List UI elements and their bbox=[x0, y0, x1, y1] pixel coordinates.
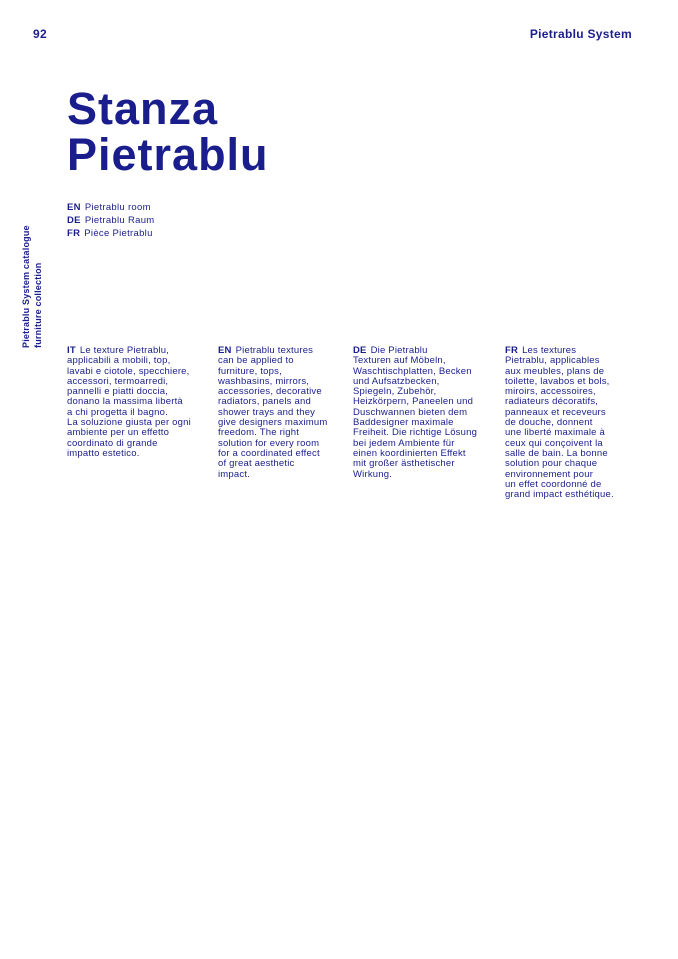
column-text: of great aesthetic bbox=[218, 458, 295, 470]
language-code: EN bbox=[67, 202, 81, 213]
column-text: shower trays and they bbox=[218, 406, 316, 418]
column-text: washbasins, mirrors, bbox=[218, 375, 310, 387]
page-number: 92 bbox=[33, 27, 47, 41]
column-text: freedom. The right bbox=[218, 427, 300, 439]
translation-row bbox=[67, 227, 155, 240]
column-text: aux meubles, plans de bbox=[505, 365, 605, 377]
title-translations bbox=[67, 201, 155, 240]
column-text: Pietrablu, applicables bbox=[505, 355, 600, 367]
column-text: accessories, decorative bbox=[218, 386, 322, 398]
column-text: Pietrablu textures bbox=[235, 345, 314, 356]
language-code: IT bbox=[67, 345, 76, 356]
column-text: Waschtischplatten, Becken bbox=[353, 365, 472, 377]
section-title: Pietrablu System bbox=[529, 27, 632, 41]
sidebar-caption-line: Pietrablu System catalogue bbox=[21, 225, 31, 348]
column-text: Wirkung. bbox=[353, 468, 393, 480]
column-text: Spiegeln, Zubehör, bbox=[353, 386, 437, 398]
column-text: einen koordinierten Effekt bbox=[353, 447, 466, 459]
translation-text: Pièce Pietrablu bbox=[84, 228, 153, 239]
language-code: FR bbox=[505, 345, 519, 356]
column-text: salle de bain. La bonne bbox=[505, 447, 608, 459]
column-text: coordinato di grande bbox=[67, 437, 158, 449]
column-text: bei jedem Ambiente für bbox=[353, 437, 455, 449]
column-text: impact. bbox=[218, 468, 251, 480]
language-code: DE bbox=[353, 345, 367, 356]
column-text: Heizkörpern, Paneelen und bbox=[353, 396, 474, 408]
column-line bbox=[67, 449, 212, 459]
column-text: Freiheit. Die richtige Lösung bbox=[353, 427, 478, 439]
column-text: Duschwannen bieten dem bbox=[353, 406, 468, 418]
column-text: solution pour chaque bbox=[505, 458, 598, 470]
column-text: mit großer ästhetischer bbox=[353, 458, 455, 470]
column-line bbox=[505, 490, 635, 500]
language-code: FR bbox=[67, 228, 81, 239]
page-title-line: Stanza bbox=[67, 83, 219, 134]
column-text: Die Pietrablu bbox=[370, 345, 428, 356]
column-text: donano la massima libertà bbox=[67, 396, 183, 408]
column-text: Le texture Pietrablu, bbox=[79, 345, 170, 356]
column-text: grand impact esthétique. bbox=[505, 489, 614, 501]
page-title-line: Pietrablu bbox=[67, 129, 269, 180]
text-column-fr bbox=[505, 346, 635, 500]
column-text: une liberté maximale à bbox=[505, 427, 605, 439]
translation-text: Pietrablu room bbox=[84, 202, 151, 213]
sidebar-caption bbox=[20, 188, 44, 348]
column-text: miroirs, accessoires, bbox=[505, 386, 596, 398]
column-text: ambiente per un effetto bbox=[67, 427, 170, 439]
column-text: furniture, tops, bbox=[218, 365, 282, 377]
page-title bbox=[67, 83, 269, 180]
translation-text: Pietrablu Raum bbox=[84, 215, 155, 226]
column-text: radiators, panels and bbox=[218, 396, 311, 408]
column-text: panneaux et receveurs bbox=[505, 406, 606, 418]
column-text: La soluzione giusta per ogni bbox=[67, 417, 191, 429]
translation-row bbox=[67, 214, 155, 227]
column-text: for a coordinated effect bbox=[218, 447, 320, 459]
column-text: solution for every room bbox=[218, 437, 320, 449]
language-code: DE bbox=[67, 215, 81, 226]
column-text: de douche, donnent bbox=[505, 417, 593, 429]
column-line bbox=[353, 470, 499, 480]
column-text: ceux qui conçoivent la bbox=[505, 437, 603, 449]
translation-row bbox=[67, 201, 155, 214]
column-text: environnement pour bbox=[505, 468, 594, 480]
column-line bbox=[218, 470, 346, 480]
column-text: und Aufsatzbecken, bbox=[353, 375, 440, 387]
column-text: radiateurs décoratifs, bbox=[505, 396, 599, 408]
column-text: a chi progetta il bagno. bbox=[67, 406, 168, 418]
column-text: Les textures bbox=[522, 345, 577, 356]
column-text: pannelli e piatti doccia, bbox=[67, 386, 169, 398]
column-text: impatto estetico. bbox=[67, 447, 140, 459]
column-text: can be applied to bbox=[218, 355, 294, 367]
text-column-it bbox=[67, 346, 212, 459]
column-text: lavabi e ciotole, specchiere, bbox=[67, 365, 190, 377]
column-text: Texturen auf Möbeln, bbox=[353, 355, 446, 367]
language-code: EN bbox=[218, 345, 232, 356]
column-text: accessori, termoarredi, bbox=[67, 375, 169, 387]
column-text: toilette, lavabos et bols, bbox=[505, 375, 610, 387]
column-text: un effet coordonné de bbox=[505, 478, 602, 490]
text-column-en bbox=[218, 346, 346, 480]
text-column-de bbox=[353, 346, 499, 480]
column-text: applicabili a mobili, top, bbox=[67, 355, 171, 367]
column-text: give designers maximum bbox=[218, 417, 328, 429]
sidebar-caption-line: furniture collection bbox=[33, 262, 43, 348]
column-text: Baddesigner maximale bbox=[353, 417, 454, 429]
